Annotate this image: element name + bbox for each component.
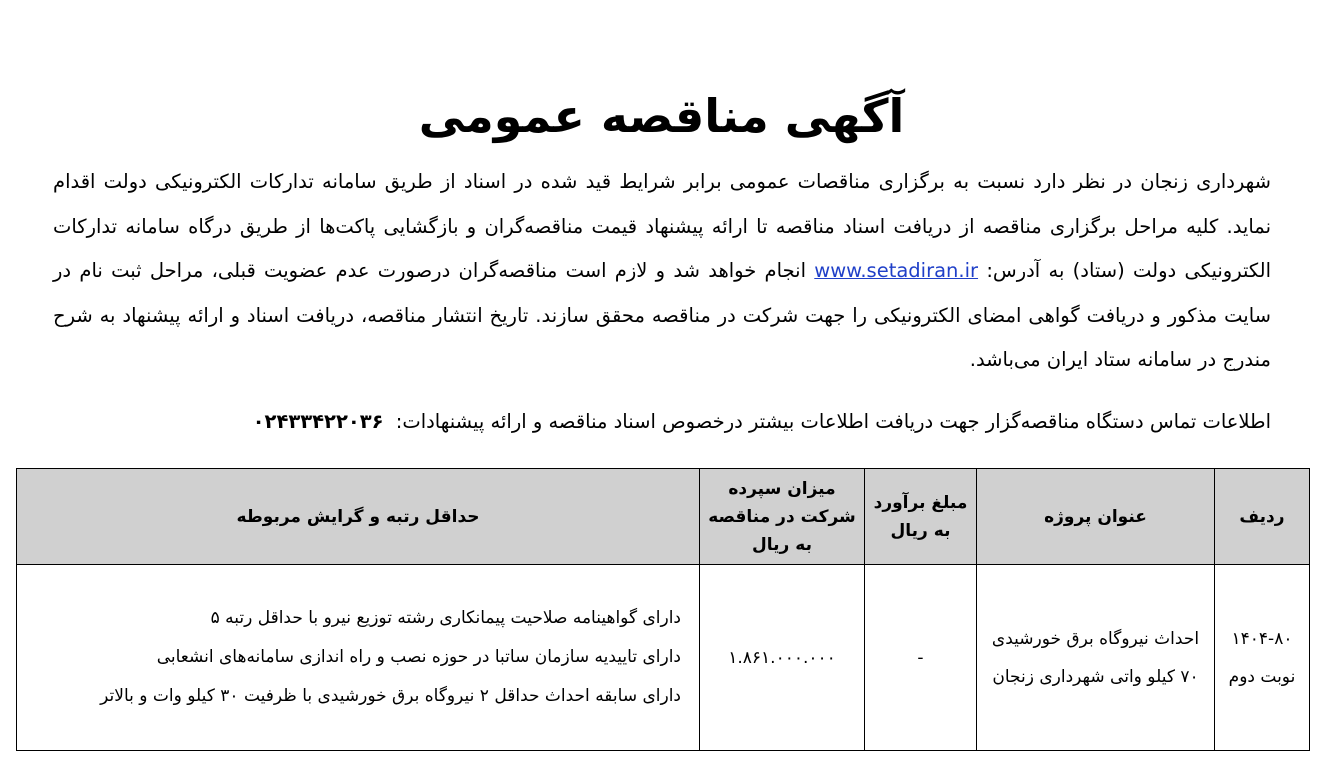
table-header-row xyxy=(17,469,1310,565)
contact-info xyxy=(53,400,1271,444)
contact-phone: ۰۲۴۳۳۴۲۲۰۳۶ xyxy=(252,410,384,433)
intro-line-5: مناقصه، دریافت اسناد و ارائه پیشنهاد به شرح مندرج در سامانه ستاد ایران می‌باشد. xyxy=(53,303,1271,371)
intro-line-3-end: انجام خواهد شد و لازم است مناقصه‌گران درصورت عدم xyxy=(335,259,806,282)
setadiran-link[interactable]: www.setadiran.ir xyxy=(814,259,979,282)
requirement-1: دارای گواهینامه صلاحیت پیمانکاری رشته توزیع نیرو با حداقل رتبه ۵ xyxy=(210,608,681,628)
cell-project-title: احداث نیروگاه برق خورشیدی ۷۰ کیلو واتی شهرداری زنجان xyxy=(977,565,1215,751)
cell-row-number xyxy=(1215,565,1310,751)
intro-line-4: عضویت قبلی، مراحل ثبت نام در سایت مذکور و دریافت گواهی امضای الکترونیکی را جهت شرکت در مناقصه محقق سازند. تاریخ انتشار xyxy=(53,259,1271,327)
cell-estimate: - xyxy=(865,565,977,751)
cell-requirements xyxy=(17,565,700,751)
header-project-title: عنوان پروژه xyxy=(977,469,1215,565)
intro-line-3-start: درگاه سامانه تدارکات الکترونیکی دولت (ستاد) به آدرس: xyxy=(53,214,1271,282)
contact-label: اطلاعات تماس دستگاه مناقصه‌گزار جهت دریافت اطلاعات بیشتر درخصوص اسناد مناقصه و ارائه پیشنهادات: xyxy=(395,410,1271,433)
header-deposit: میزان سپرده شرکت در مناقصه به ریال xyxy=(700,469,865,565)
table-row xyxy=(17,565,1310,751)
header-requirements: حداقل رتبه و گرایش مربوطه xyxy=(17,469,700,565)
intro-line-1: شهرداری زنجان در نظر دارد نسبت به برگزاری مناقصات عمومی برابر شرایط قید شده در اسناد از طریق سامانه تدارکات الکترونیکی xyxy=(155,170,1272,193)
page-title: آگهی مناقصه عمومی xyxy=(418,88,905,143)
row-code: ۱۴۰۴-۸۰ xyxy=(1231,628,1293,649)
intro-line-2: دولت اقدام نماید. کلیه مراحل برگزاری مناقصه از دریافت اسناد مناقصه تا ارائه پیشنهاد قیمت مناقصه‌گران و بازگشایی پاکت‌ها از طریق xyxy=(53,170,1272,238)
cell-deposit: ۱.۸۶۱.۰۰۰.۰۰۰ xyxy=(700,565,865,751)
tender-table xyxy=(16,468,1310,751)
row-round: نوبت دوم xyxy=(1228,666,1296,687)
header-estimate: مبلغ برآورد به ریال xyxy=(865,469,977,565)
header-row-number: ردیف xyxy=(1215,469,1310,565)
requirement-2: دارای تاییدیه سازمان ساتبا در حوزه نصب و راه اندازی سامانه‌های انشعابی xyxy=(156,647,681,667)
intro-paragraph xyxy=(53,160,1271,383)
requirement-3: دارای سابقه احداث حداقل ۲ نیروگاه برق خورشیدی با ظرفیت ۳۰ کیلو وات و بالاتر xyxy=(100,686,681,706)
